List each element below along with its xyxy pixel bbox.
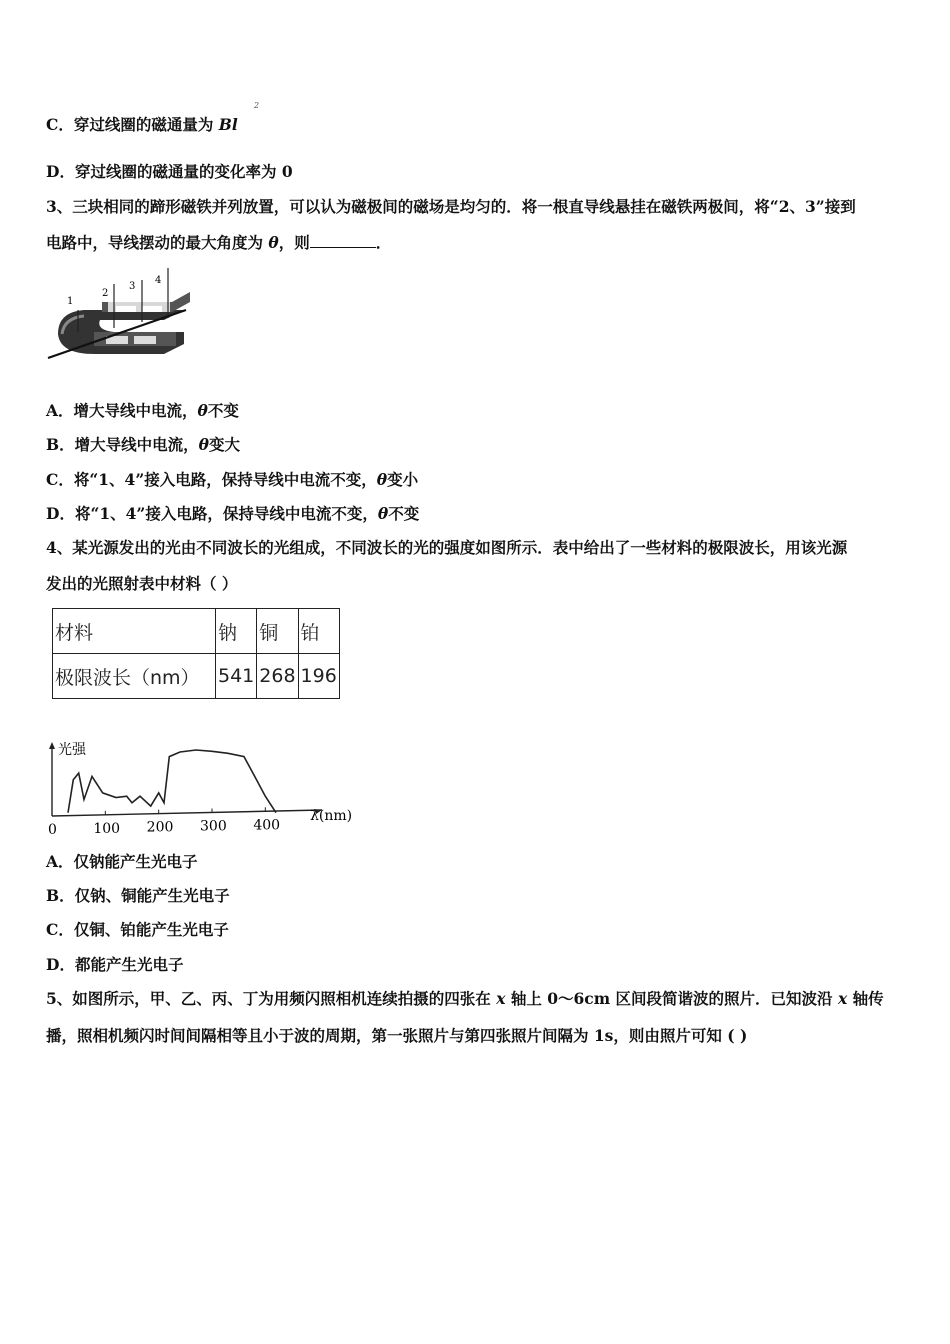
q4-stem-line1: 4、某光源发出的光由不同波长的光组成，不同波长的光的强度如图所示．表中给出了一些材料的极限波长，用该光源 bbox=[46, 538, 848, 557]
table-row bbox=[53, 654, 340, 699]
table-cell: 铜 bbox=[257, 609, 298, 654]
q3-option-a[interactable]: A．增大导线中电流，θ不变 bbox=[46, 401, 239, 420]
y-axis-arrow bbox=[49, 742, 55, 749]
chart-axes bbox=[49, 742, 322, 816]
q5-stem-line1: 5、如图所示，甲、乙、丙、丁为用频闪照相机连续拍摄的四张在 x 轴上 0～6cm 区间段简谐波的照片．已知波沿 x 轴传 bbox=[46, 989, 884, 1008]
x-tick-label: 200 bbox=[146, 819, 174, 836]
q4-option-d[interactable]: D．都能产生光电子 bbox=[46, 955, 184, 974]
y-axis-label: 光强 bbox=[58, 742, 86, 758]
q4-option-b[interactable]: B．仅钠、铜能产生光电子 bbox=[46, 886, 230, 905]
rod-label-3: 3 bbox=[129, 281, 136, 292]
limit-wavelength-table bbox=[52, 608, 340, 699]
table-cell: 196 bbox=[298, 654, 339, 699]
horseshoe-magnets-figure bbox=[44, 262, 192, 364]
x-tick-label: 0 bbox=[48, 822, 57, 838]
q4-option-c[interactable]: C．仅铜、铂能产生光电子 bbox=[46, 920, 229, 939]
q3-stem-line2: 电路中，导线摆动的最大角度为 θ，则 ． bbox=[46, 233, 392, 252]
q3-option-d[interactable]: D．将“1、4”接入电路，保持导线中电流不变，θ不变 bbox=[46, 504, 420, 523]
q2-option-d: D．穿过线圈的磁通量的变化率为 0 bbox=[46, 162, 293, 181]
answer-blank[interactable] bbox=[310, 233, 376, 248]
x-tick-label: 100 bbox=[93, 820, 121, 837]
x-tick-label: 400 bbox=[253, 817, 281, 834]
table-cell: 钠 bbox=[216, 609, 257, 654]
q4-option-a[interactable]: A．仅钠能产生光电子 bbox=[46, 852, 198, 871]
table-cell: 极限波长（nm） bbox=[53, 654, 216, 699]
table-cell: 材料 bbox=[53, 609, 216, 654]
x-axis-label: λ(nm) bbox=[310, 808, 353, 824]
spectrum-chart bbox=[44, 740, 364, 840]
q2-option-c: C．穿过线圈的磁通量为 Bl bbox=[46, 115, 238, 134]
table-cell: 268 bbox=[257, 654, 298, 699]
rod-label-1: 1 bbox=[67, 296, 74, 307]
intensity-curve bbox=[68, 750, 276, 813]
table-cell: 541 bbox=[216, 654, 257, 699]
rod-label-2: 2 bbox=[102, 288, 109, 299]
table-header-row bbox=[53, 609, 340, 654]
q3-option-c[interactable]: C．将“1、4”接入电路，保持导线中电流不变，θ变小 bbox=[46, 470, 419, 489]
x-tick-label: 300 bbox=[200, 818, 227, 835]
q5-stem-line2: 播，照相机频闪时间间隔相等且小于波的周期，第一张照片与第四张照片间隔为 1s，则由照片可知 ( ) bbox=[46, 1026, 748, 1045]
q2-formula: Bl bbox=[218, 115, 238, 134]
q3-stem-line1: 3、三块相同的蹄形磁铁并列放置，可以认为磁极间的磁场是均匀的．将一根直导线悬挂在磁铁两极间，将“2、3”接到 bbox=[46, 197, 856, 216]
q2-formula-superscript: 2 bbox=[254, 101, 260, 110]
rod-label-4: 4 bbox=[155, 275, 162, 286]
q3-option-b[interactable]: B．增大导线中电流，θ变大 bbox=[46, 435, 240, 454]
table-cell: 铂 bbox=[298, 609, 339, 654]
q4-stem-line2: 发出的光照射表中材料（ ） bbox=[46, 574, 238, 593]
x-axis-line bbox=[52, 810, 322, 816]
